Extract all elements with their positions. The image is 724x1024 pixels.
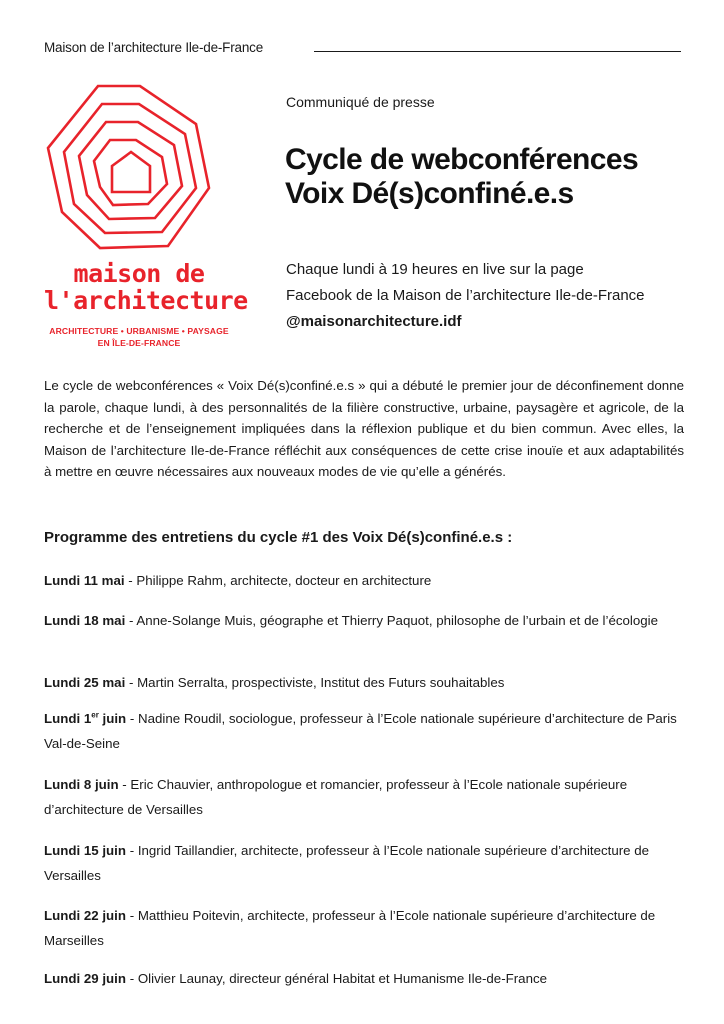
schedule-info — [286, 257, 706, 335]
logo-tagline-line2: EN ÎLE-DE-FRANCE — [97, 338, 181, 348]
page-title — [285, 143, 705, 211]
entry-day: Lundi 29 juin — [44, 971, 126, 986]
facebook-handle[interactable]: @maisonarchitecture.idf — [286, 313, 462, 330]
program-entry — [44, 903, 684, 953]
program-entry — [44, 608, 684, 633]
logo-name-line1: maison de — [73, 259, 205, 288]
program-heading: Programme des entretiens du cycle #1 des Voix Dé(s)confiné.e.s : — [44, 529, 513, 546]
entry-day: Lundi 11 mai — [44, 573, 125, 588]
logo-name-line2: l'architecture — [44, 286, 248, 315]
entry-day: Lundi 25 mai — [44, 675, 126, 690]
entry-day: Lundi 22 juin — [44, 908, 126, 923]
entry-text: - Philippe Rahm, architecte, docteur en architecture — [124, 573, 432, 588]
house-logo-icon — [46, 82, 232, 257]
program-entry — [44, 568, 684, 593]
intro-paragraph: Le cycle de webconférences « Voix Dé(s)confiné.e.s » qui a débuté le premier jour de déconfinement donne la parole, chaque lundi, à des personnalités de la filière constructive, urbaine, paysagère et agricole, de la recherche et de l’enseignement impliquées dans la réflexion publique et du bien commun. Avec elles, la Maison de l’architecture Ile-de-France réfléchit aux conséquences de cette crise inouïe et aux adaptabilités à mettre en œuvre nécessaires aux nouveaux modes de vie qu’elle a générés. — [44, 378, 684, 479]
program-entry — [44, 670, 684, 695]
header-organization: Maison de l’architecture Ile-de-France — [44, 40, 263, 55]
entry-day: Lundi 15 juin — [44, 843, 126, 858]
schedule-line1: Chaque lundi à 19 heures en live sur la page — [286, 261, 584, 278]
entry-day: Lundi 1er juin — [44, 710, 127, 726]
entry-text: - Matthieu Poitevin, architecte, professeur à l’Ecole nationale supérieure d’architecture de Marseilles — [44, 908, 656, 948]
program-entry — [44, 706, 684, 756]
entry-day: Lundi 18 mai — [44, 613, 126, 628]
schedule-line2: Facebook de la Maison de l’architecture Ile-de-France — [286, 287, 645, 304]
logo-tagline-line1: ARCHITECTURE • URBANISME • PAYSAGE — [49, 326, 229, 336]
header-divider — [314, 51, 681, 52]
entry-text: - Eric Chauvier, anthropologue et romancier, professeur à l’Ecole nationale supérieure d’architecture de Versailles — [44, 777, 628, 817]
title-line2: Voix Dé(s)confiné.e.s — [285, 177, 574, 210]
entry-text: - Ingrid Taillandier, architecte, professeur à l’Ecole nationale supérieure d’architecture de Versailles — [44, 843, 650, 883]
entry-text: - Olivier Launay, directeur général Habitat et Humanisme Ile-de-France — [126, 971, 548, 986]
title-line1: Cycle de webconférences — [285, 143, 639, 176]
press-release-label: Communiqué de presse — [286, 94, 435, 110]
program-entry — [44, 772, 684, 822]
logo — [44, 80, 248, 360]
entry-text: - Martin Serralta, prospectiviste, Institut des Futurs souhaitables — [125, 675, 505, 690]
program-entry — [44, 966, 684, 991]
entry-text: - Nadine Roudil, sociologue, professeur à l’Ecole nationale supérieure d’architecture de Paris Val-de-Seine — [44, 711, 677, 751]
program-entry — [44, 838, 684, 888]
entry-day: Lundi 8 juin — [44, 777, 119, 792]
entry-text: - Anne-Solange Muis, géographe et Thierry Paquot, philosophe de l’urbain et de l’écologie — [125, 613, 659, 628]
